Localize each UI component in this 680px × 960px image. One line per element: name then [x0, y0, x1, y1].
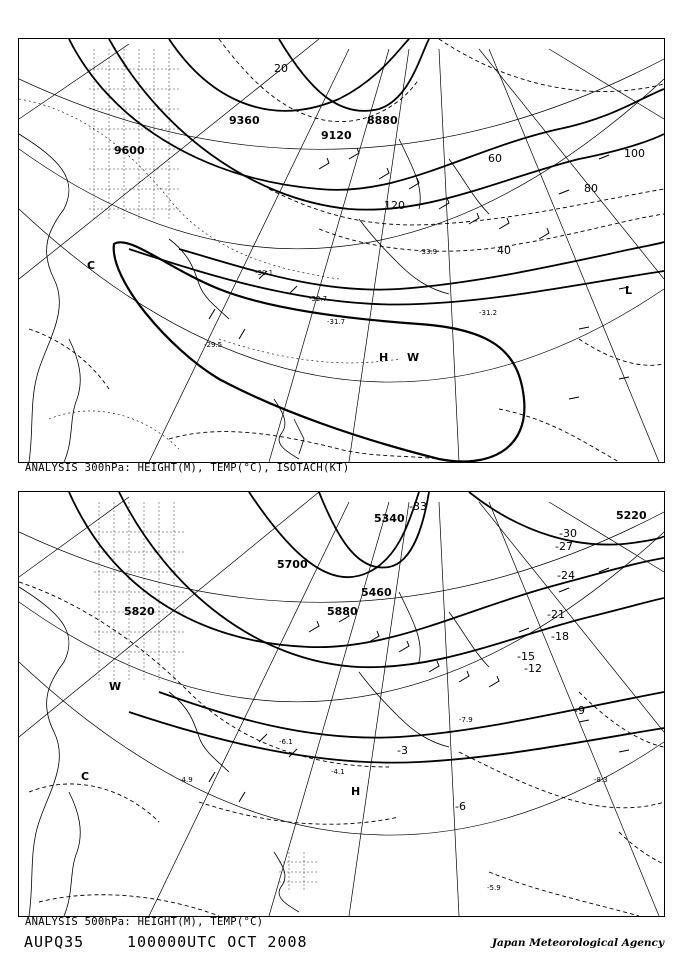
station-value: -33.9: [419, 248, 438, 256]
isotherm-label-minus18: -18: [551, 630, 569, 643]
center-cold: C: [81, 770, 90, 783]
station-value: -8.3: [594, 776, 608, 784]
isotherm-label-minus24: -24: [557, 569, 575, 582]
height-label-9120: 9120: [321, 129, 352, 142]
station-value: -6.1: [279, 738, 293, 746]
graticule: [19, 492, 664, 916]
height-label-9600: 9600: [114, 144, 145, 157]
height-label-5220: 5220: [616, 509, 647, 522]
isotherm-label-minus33: -33: [409, 500, 427, 513]
station-value: -5.9: [487, 884, 501, 892]
height-label-5460: 5460: [361, 586, 392, 599]
station-value: -4.1: [331, 768, 345, 776]
isotach-label-60: 60: [488, 152, 502, 165]
map-panel-500hpa: [18, 491, 665, 917]
center-cold: C: [87, 259, 96, 272]
isotherm-label-minus3: -3: [397, 744, 408, 757]
hatched-area: [89, 49, 179, 219]
bulletin-id: AUPQ35: [24, 933, 85, 951]
isotach-label-40: 40: [497, 244, 511, 257]
height-label-5340: 5340: [374, 512, 405, 525]
map-300hpa-svg: [19, 39, 664, 462]
station-value: -4.9: [179, 776, 193, 784]
height-label-5700: 5700: [277, 558, 308, 571]
isotachs: [29, 39, 664, 462]
isotach-label-20: 20: [274, 62, 288, 75]
map-panel-300hpa: [18, 38, 665, 463]
isotherm-label-minus12: -12: [524, 662, 542, 675]
height-label-5820: 5820: [124, 605, 155, 618]
station-value: -7.9: [459, 716, 473, 724]
station-value: -31.2: [479, 309, 498, 317]
station-value: -29.5: [204, 341, 223, 349]
center-high: H: [379, 351, 389, 364]
height-label-5880: 5880: [327, 605, 358, 618]
station-value: -30.1: [255, 269, 274, 277]
height-label-8880: 8880: [367, 114, 398, 127]
isotherm-label-minus15: -15: [517, 650, 535, 663]
valid-time: 100000UTC OCT 2008: [127, 933, 308, 951]
center-low: L: [625, 284, 633, 297]
caption-300hpa: ANALYSIS 300hPa: HEIGHT(M), TEMP(°C), ISOTACH(KT): [25, 462, 350, 474]
isotach-label-80: 80: [584, 182, 598, 195]
isotherm-label-minus30: -30: [559, 527, 577, 540]
isotherm-label-minus6: -6: [455, 800, 466, 813]
isotach-label-120: 120: [384, 199, 405, 212]
isotach-label-100: 100: [624, 147, 645, 160]
center-warm: W: [407, 351, 420, 364]
station-value: -31.7: [327, 318, 346, 326]
center-high: H: [351, 785, 361, 798]
closed-contour: [114, 242, 525, 461]
agency-credit: Japan Meteorological Agency: [492, 937, 665, 949]
map-500hpa-svg: [19, 492, 664, 916]
isotherm-label-minus9: -9: [574, 704, 585, 717]
height-contours: [69, 39, 664, 305]
isotherm-label-minus21: -21: [547, 608, 565, 621]
center-warm: W: [109, 680, 122, 693]
wind-barbs: [209, 568, 629, 802]
caption-500hpa: ANALYSIS 500hPa: HEIGHT(M), TEMP(°C): [25, 916, 264, 928]
isotherm-label-minus27: -27: [555, 540, 573, 553]
station-value: -32.7: [309, 295, 328, 303]
height-label-9360: 9360: [229, 114, 260, 127]
